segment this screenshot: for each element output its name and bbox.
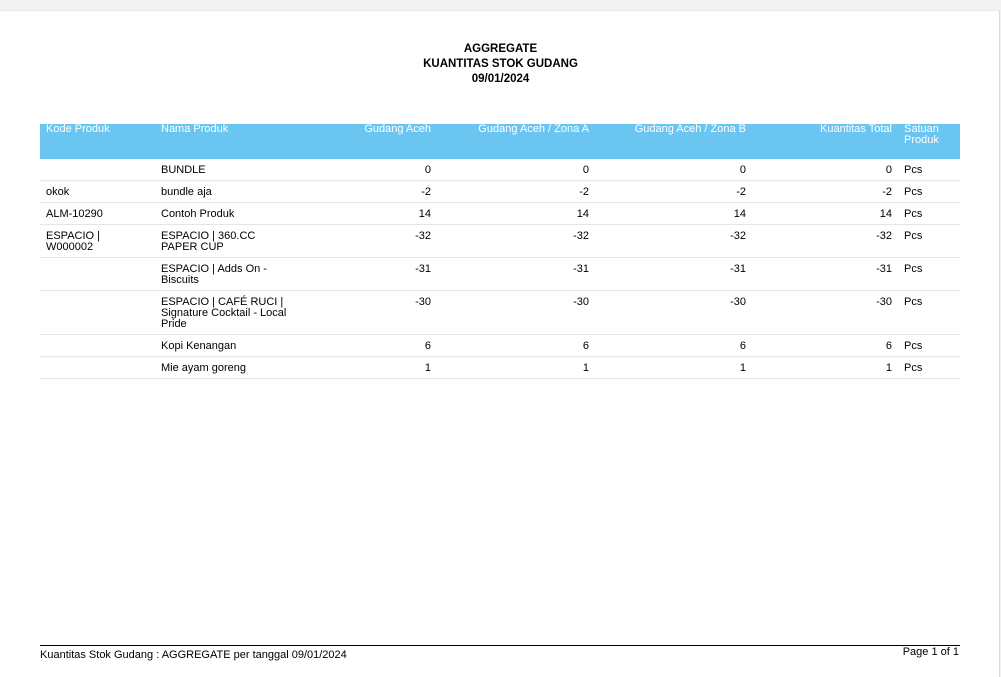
cell-gudang-aceh: -2 xyxy=(297,181,437,203)
cell-gudang-aceh: 6 xyxy=(297,335,437,357)
cell-zona-b: 6 xyxy=(595,335,752,357)
cell-nama-produk: bundle aja xyxy=(155,181,297,203)
table-header-row xyxy=(40,124,960,159)
table-row xyxy=(40,258,960,291)
cell-satuan-produk: Pcs xyxy=(898,357,960,379)
cell-kuantitas-total: 14 xyxy=(752,203,898,225)
cell-satuan-produk: Pcs xyxy=(898,258,960,291)
table-row xyxy=(40,291,960,335)
cell-kuantitas-total: -31 xyxy=(752,258,898,291)
cell-satuan-produk: Pcs xyxy=(898,203,960,225)
cell-kode-produk: ALM-10290 xyxy=(40,203,155,225)
cell-kode-produk: okok xyxy=(40,181,155,203)
cell-zona-a: 1 xyxy=(437,357,595,379)
cell-nama-produk: Kopi Kenangan xyxy=(155,335,297,357)
cell-zona-a: -30 xyxy=(437,291,595,335)
cell-satuan-produk: Pcs xyxy=(898,159,960,181)
cell-zona-b: 1 xyxy=(595,357,752,379)
cell-nama-produk: ESPACIO | 360.CC PAPER CUP xyxy=(155,225,297,258)
cell-nama-produk: Contoh Produk xyxy=(155,203,297,225)
cell-zona-a: 14 xyxy=(437,203,595,225)
cell-kode-produk xyxy=(40,258,155,291)
cell-gudang-aceh: -30 xyxy=(297,291,437,335)
table-body xyxy=(40,159,960,379)
cell-nama-produk: ESPACIO | Adds On - Biscuits xyxy=(155,258,297,291)
footer-page-number: Page 1 of 1 xyxy=(902,646,959,658)
cell-zona-a: 6 xyxy=(437,335,595,357)
cell-gudang-aceh: 14 xyxy=(297,203,437,225)
cell-zona-b: -2 xyxy=(595,181,752,203)
stock-table xyxy=(40,124,960,379)
report-title-line2: KUANTITAS STOK GUDANG xyxy=(423,58,578,70)
cell-kuantitas-total: -32 xyxy=(752,225,898,258)
cell-zona-a: -2 xyxy=(437,181,595,203)
footer-report-label: Kuantitas Stok Gudang : AGGREGATE per tanggal 09/01/2024 xyxy=(40,649,347,661)
cell-nama-produk: ESPACIO | CAFÉ RUCI | Signature Cocktail - Local Pride xyxy=(155,291,297,335)
cell-nama-produk: Mie ayam goreng xyxy=(155,357,297,379)
table-row xyxy=(40,181,960,203)
table-row xyxy=(40,335,960,357)
cell-kode-produk xyxy=(40,291,155,335)
cell-satuan-produk: Pcs xyxy=(898,291,960,335)
cell-nama-produk: BUNDLE xyxy=(155,159,297,181)
cell-zona-a: -31 xyxy=(437,258,595,291)
cell-kuantitas-total: 1 xyxy=(752,357,898,379)
cell-zona-b: -30 xyxy=(595,291,752,335)
cell-kode-produk: ESPACIO | W000002 xyxy=(40,225,155,258)
header-kuantitas-total: Kuantitas Total xyxy=(820,123,892,135)
report-title-line1: AGGREGATE xyxy=(463,43,538,55)
header-satuan-produk: Satuan Produk xyxy=(904,123,939,146)
table-row xyxy=(40,357,960,379)
header-gudang-aceh: Gudang Aceh xyxy=(364,123,431,135)
cell-kode-produk xyxy=(40,335,155,357)
table-row xyxy=(40,225,960,258)
cell-gudang-aceh: -31 xyxy=(297,258,437,291)
cell-zona-b: 0 xyxy=(595,159,752,181)
cell-zona-b: -32 xyxy=(595,225,752,258)
header-zona-a: Gudang Aceh / Zona A xyxy=(478,123,589,135)
cell-gudang-aceh: 1 xyxy=(297,357,437,379)
cell-zona-a: -32 xyxy=(437,225,595,258)
cell-zona-b: -31 xyxy=(595,258,752,291)
cell-satuan-produk: Pcs xyxy=(898,335,960,357)
footer-divider xyxy=(40,645,960,646)
cell-zona-a: 0 xyxy=(437,159,595,181)
cell-kuantitas-total: 0 xyxy=(752,159,898,181)
cell-gudang-aceh: 0 xyxy=(297,159,437,181)
cell-kode-produk xyxy=(40,159,155,181)
cell-kuantitas-total: -2 xyxy=(752,181,898,203)
header-zona-b: Gudang Aceh / Zona B xyxy=(634,123,746,135)
cell-kuantitas-total: 6 xyxy=(752,335,898,357)
cell-kuantitas-total: -30 xyxy=(752,291,898,335)
cell-kode-produk xyxy=(40,357,155,379)
cell-satuan-produk: Pcs xyxy=(898,225,960,258)
cell-gudang-aceh: -32 xyxy=(297,225,437,258)
table-row xyxy=(40,159,960,181)
header-kode-produk: Kode Produk xyxy=(46,123,110,135)
header-nama-produk: Nama Produk xyxy=(161,123,229,135)
report-title-line3: 09/01/2024 xyxy=(471,73,530,85)
cell-zona-b: 14 xyxy=(595,203,752,225)
cell-satuan-produk: Pcs xyxy=(898,181,960,203)
table-row xyxy=(40,203,960,225)
report-title xyxy=(0,42,1001,87)
